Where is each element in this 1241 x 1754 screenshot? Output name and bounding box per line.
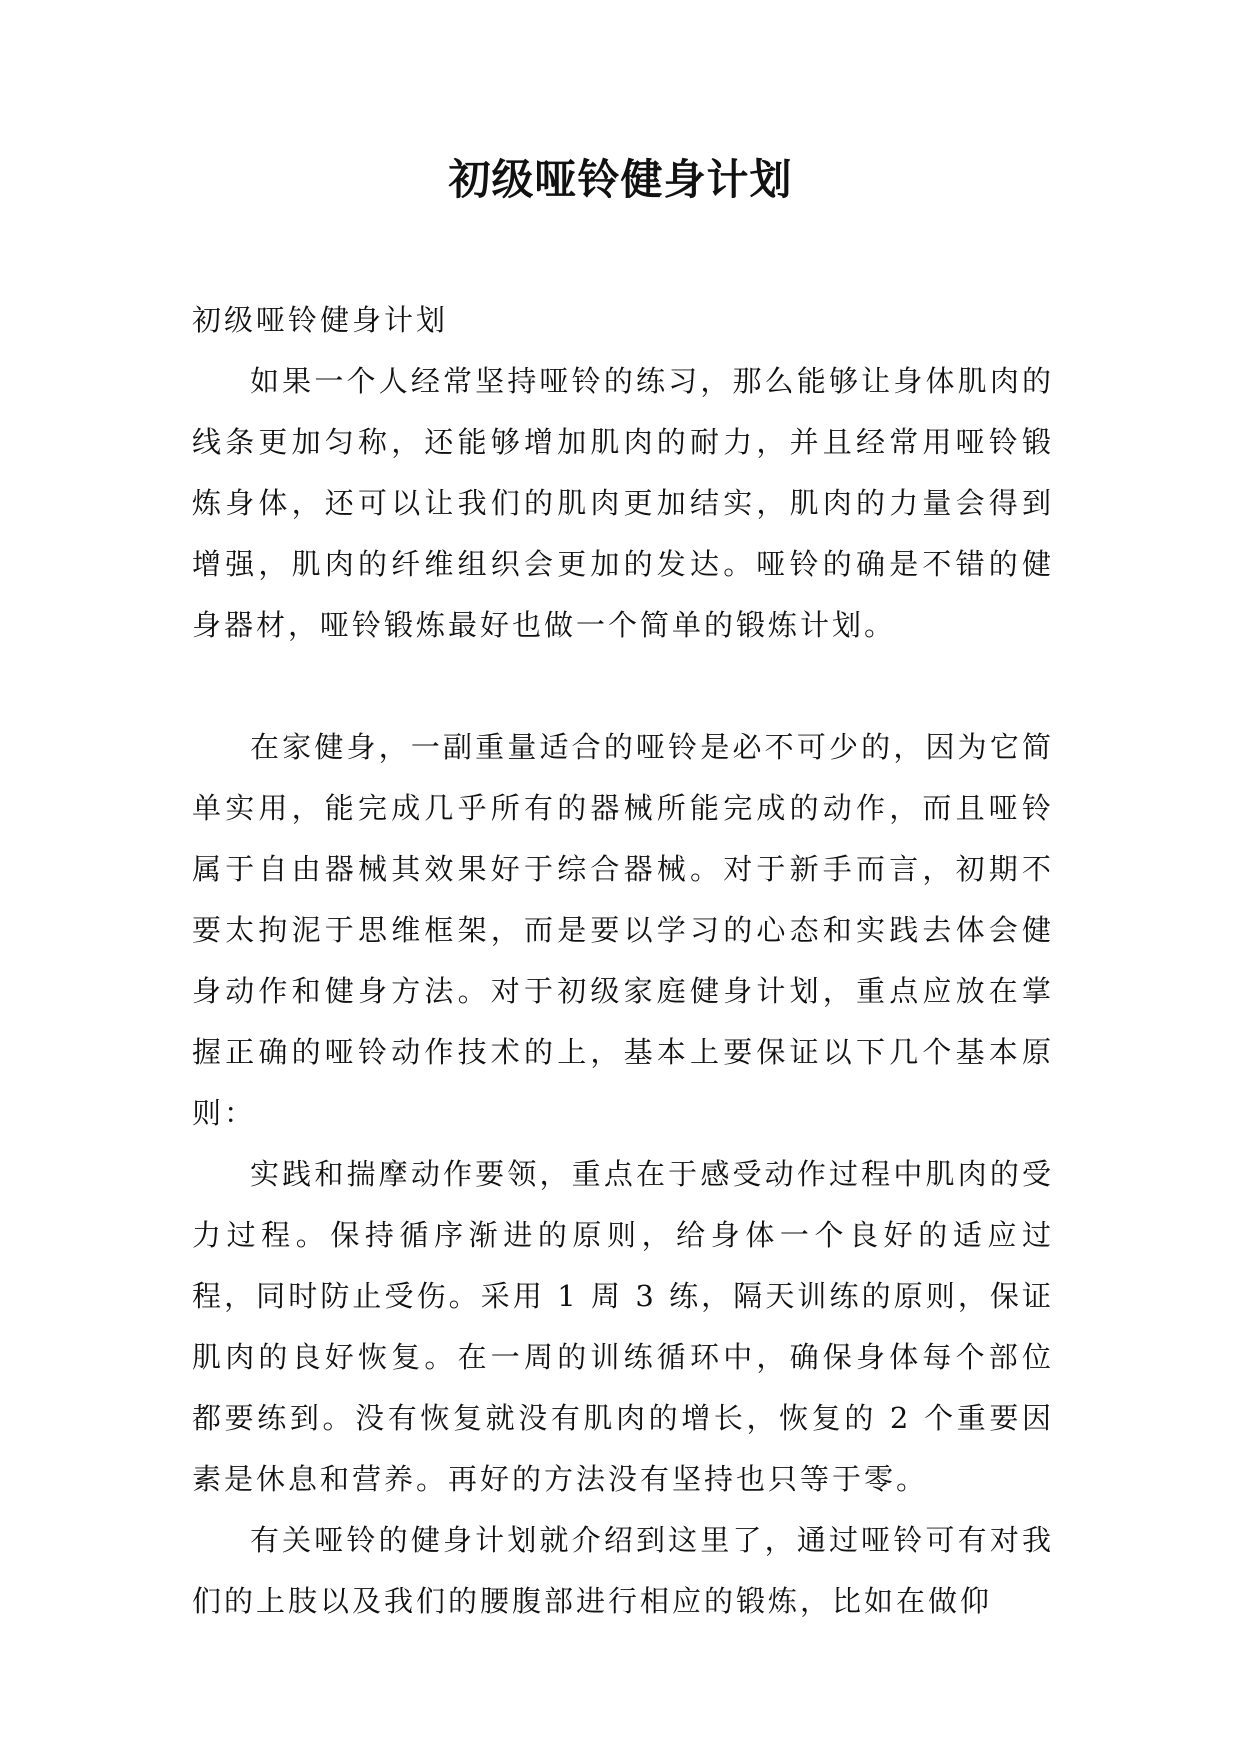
- paragraph-spacer: [192, 656, 1054, 717]
- document-subtitle: 初级哑铃健身计划: [192, 303, 449, 337]
- paragraph-principles: 实践和揣摩动作要领，重点在于感受动作过程中肌肉的受力过程。保持循序渐进的原则，给身体一个良好的适应过程，同时防止受伤。采用 1 周 3 练，隔天训练的原则，保证肌肉的良好恢复。在一周的训练循环中，确保身体每个部位都要练到。没有恢复就没有肌肉的增长，恢复的 2 个重要因素是休息和营养。再好的方法没有坚持也只等于零。: [192, 1157, 1054, 1496]
- paragraph-intro: 如果一个人经常坚持哑铃的练习，那么能够让身体肌肉的线条更加匀称，还能够增加肌肉的耐力，并且经常用哑铃锻炼身体，还可以让我们的肌肉更加结实，肌肉的力量会得到增强，肌肉的纤维组织会更加的发达。哑铃的确是不错的健身器材，哑铃锻炼最好也做一个简单的锻炼计划。: [192, 364, 1054, 642]
- paragraph-home-fitness: 在家健身，一副重量适合的哑铃是必不可少的，因为它简单实用，能完成几乎所有的器械所能完成的动作，而且哑铃属于自由器械其效果好于综合器械。对于新手而言，初期不要太拘泥于思维框架，而是要以学习的心态和实践去体会健身动作和健身方法。对于初级家庭健身计划，重点应放在掌握正确的哑铃动作技术的上，基本上要保证以下几个基本原则：: [192, 730, 1054, 1130]
- page-title: 初级哑铃健身计划: [448, 155, 793, 204]
- paragraph-conclusion: 有关哑铃的健身计划就介绍到这里了，通过哑铃可有对我们的上肢以及我们的腰腹部进行相应的锻炼，比如在做仰: [192, 1523, 1054, 1618]
- document-body: [192, 290, 1054, 1632]
